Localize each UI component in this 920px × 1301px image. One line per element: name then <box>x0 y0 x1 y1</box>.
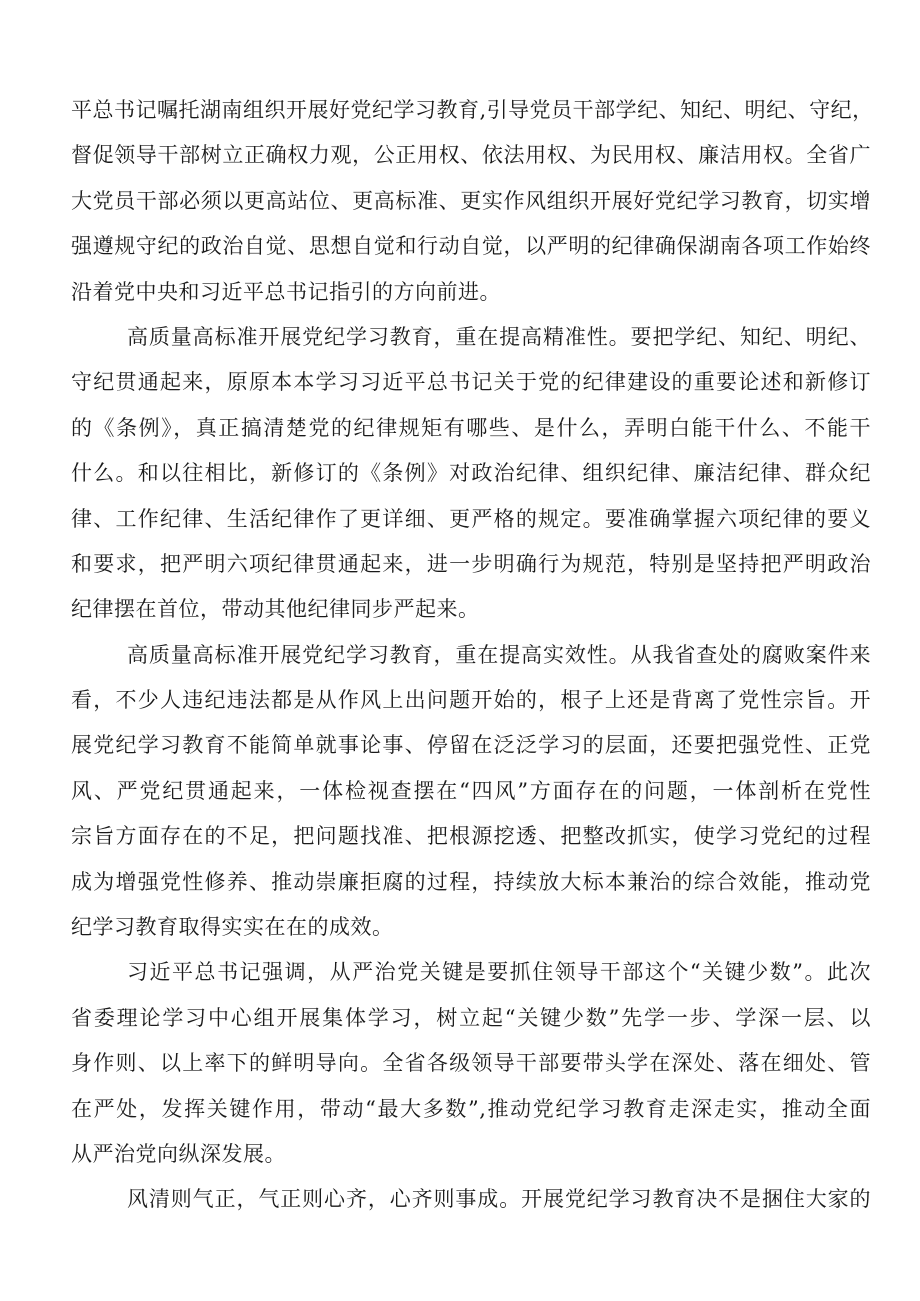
paragraph-3-line-3: 展党纪学习教育不能简单就事论事、停留在泛泛学习的层面，还要把强党性、正党 <box>71 733 871 758</box>
paragraph-3-line-4: 风、严党纪贯通起来，一体检视查摆在“四风”方面存在的问题，一体剖析在党性 <box>71 778 871 803</box>
paragraph-3-line-2: 看，不少人违纪违法都是从作风上出问题开始的，根子上还是背离了党性宗旨。开 <box>71 688 871 713</box>
paragraph-4-line-1: 习近平总书记强调，从严治党关键是要抓住领导干部这个“关键少数”。此次 <box>127 960 871 985</box>
paragraph-3-line-6: 成为增强党性修养、推动崇廉拒腐的过程，持续放大标本兼治的综合效能，推动党 <box>71 869 871 894</box>
paragraph-1-line-3: 大党员干部必须以更高站位、更高标准、更实作风组织开展好党纪学习教育，切实增 <box>71 188 871 213</box>
paragraph-1-line-1: 平总书记嘱托湖南组织开展好党纪学习教育,引导党员干部学纪、知纪、明纪、守纪， <box>71 98 874 122</box>
paragraph-4-line-4: 在严处，发挥关键作用，带动“最大多数”,推动党纪学习教育走深走实，推动全面 <box>71 1096 871 1121</box>
paragraph-2-line-5: 律、工作纪律、生活纪律作了更详细、更严格的规定。要准确掌握六项纪律的要义 <box>71 506 871 531</box>
paragraph-1-line-4: 强遵规守纪的政治自觉、思想自觉和行动自觉，以严明的纪律确保湖南各项工作始终 <box>71 234 871 259</box>
paragraph-3-line-1: 高质量高标准开展党纪学习教育，重在提高实效性。从我省查处的腐败案件来 <box>127 642 871 667</box>
paragraph-1-line-5: 沿着党中央和习近平总书记指引的方向前进。 <box>71 279 501 304</box>
paragraph-2-line-6: 和要求，把严明六项纪律贯通起来，进一步明确行为规范，特别是坚持把严明政治 <box>71 551 871 576</box>
document-body <box>71 88 874 1223</box>
paragraph-4-line-5: 从严治党向纵深发展。 <box>71 1141 286 1166</box>
paragraph-5-line-1: 风清则气正，气正则心齐，心齐则事成。开展党纪学习教育决不是捆住大家的 <box>127 1187 871 1212</box>
paragraph-3-line-5: 宗旨方面存在的不足，把问题找准、把根源挖透、把整改抓实，使学习党纪的过程 <box>71 824 871 849</box>
paragraph-2-line-7: 纪律摆在首位，带动其他纪律同步严起来。 <box>71 597 480 622</box>
paragraph-4-line-3: 身作则、以上率下的鲜明导向。全省各级领导干部要带头学在深处、落在细处、管 <box>71 1051 871 1076</box>
paragraph-2-line-3: 的《条例》，真正搞清楚党的纪律规矩有哪些、是什么，弄明白能干什么、不能干 <box>71 415 871 440</box>
paragraph-2-line-1: 高质量高标准开展党纪学习教育，重在提高精准性。要把学纪、知纪、明纪、 <box>127 324 871 349</box>
paragraph-1-line-2: 督促领导干部树立正确权力观，公正用权、依法用权、为民用权、廉洁用权。全省广 <box>71 143 871 168</box>
paragraph-3-line-7: 纪学习教育取得实实在在的成效。 <box>71 915 394 940</box>
paragraph-2-line-4: 什么。和以往相比，新修订的《条例》对政治纪律、组织纪律、廉洁纪律、群众纪 <box>71 461 871 486</box>
paragraph-2-line-2: 守纪贯通起来，原原本本学习习近平总书记关于党的纪律建设的重要论述和新修订 <box>71 370 871 395</box>
paragraph-4-line-2: 省委理论学习中心组开展集体学习，树立起“关键少数”先学一步、学深一层、以 <box>71 1005 871 1030</box>
